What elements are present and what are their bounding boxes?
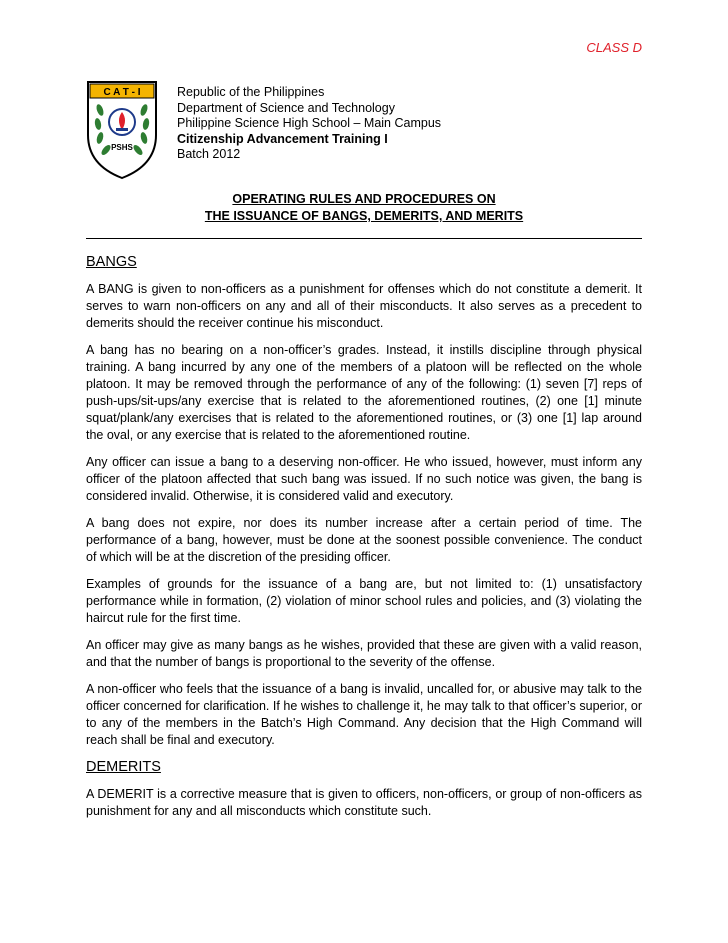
- organization-header: [177, 85, 441, 163]
- paragraph: An officer may give as many bangs as he wishes, provided that these are given with a valid reason, and that the number of bangs is proportional to the severity of the offense.: [86, 638, 642, 669]
- header-line-batch: Batch 2012: [177, 147, 241, 161]
- document-title: [86, 191, 642, 225]
- paragraph: Examples of grounds for the issuance of a bang are, but not limited to: (1) unsatisfactory performance while in formation, (2) violation of minor school rules and policies, and (3) violating the haircut rule for the first time.: [86, 577, 642, 625]
- class-label: CLASS D: [586, 40, 642, 55]
- logo-band-text: C A T - I: [103, 87, 141, 98]
- header-line-republic: Republic of the Philippines: [177, 85, 325, 99]
- paragraph: Any officer can issue a bang to a deserving non-officer. He who issued, however, must inform any officer of the platoon affected that such bang was issued. If no such notice was given, the bang is considered invalid. Otherwise, it is considered valid and executory.: [86, 455, 642, 503]
- paragraph: A BANG is given to non-officers as a punishment for offenses which do not constitute a demerit. It serves to warn non-officers on any and all of their misconducts. It also serves as a precedent to demerits should the receiver continue his misconduct.: [86, 282, 642, 330]
- section-heading-demerits: DEMERITS: [86, 759, 161, 775]
- document-body: [86, 254, 642, 830]
- paragraph: A DEMERIT is a corrective measure that is given to officers, non-officers, or group of non-officers as punishment for any and all misconducts which constitute such.: [86, 787, 642, 818]
- logo-school-abbrev: PSHS: [111, 143, 133, 152]
- paragraph: A non-officer who feels that the issuance of a bang is invalid, uncalled for, or abusive may talk to the officer concerned for clarification. If he wishes to challenge it, he may talk to that officer’s superior, or to any of the members in the Batch’s High Command. Any decision that the High Command will reach shall be final and executory.: [86, 682, 642, 747]
- horizontal-rule: [86, 238, 642, 239]
- header-line-school: Philippine Science High School – Main Campus: [177, 116, 442, 130]
- cat-logo: [86, 80, 158, 180]
- section-heading-bangs: BANGS: [86, 254, 137, 270]
- header-line-program: Citizenship Advancement Training I: [177, 131, 388, 146]
- paragraph: A bang does not expire, nor does its number increase after a certain period of time. The performance of a bang, however, must be done at the soonest possible convenience. The conduct of which will be at the discretion of the presiding officer.: [86, 516, 642, 564]
- title-line-2: THE ISSUANCE OF BANGS, DEMERITS, AND MERITS: [204, 209, 524, 223]
- seal-emblem-icon: [109, 109, 135, 135]
- paragraph: A bang has no bearing on a non-officer’s grades. Instead, it instills discipline through physical training. A bang incurred by any one of the members of a platoon will be reflected on the whole platoon. It may be removed through the performance of any of the following: (1) seven [7] reps of push-ups/sit-ups/any exercise that is related to the aforementioned routines, (2) one [1] minute squat/plank/any exercises that is related to the aforementioned routines, or (3) one [1] lap around the oval, or any exercise that is related to the aforementioned routine.: [86, 343, 642, 442]
- header-line-department: Department of Science and Technology: [177, 100, 395, 115]
- title-line-1: OPERATING RULES AND PROCEDURES ON: [232, 192, 496, 206]
